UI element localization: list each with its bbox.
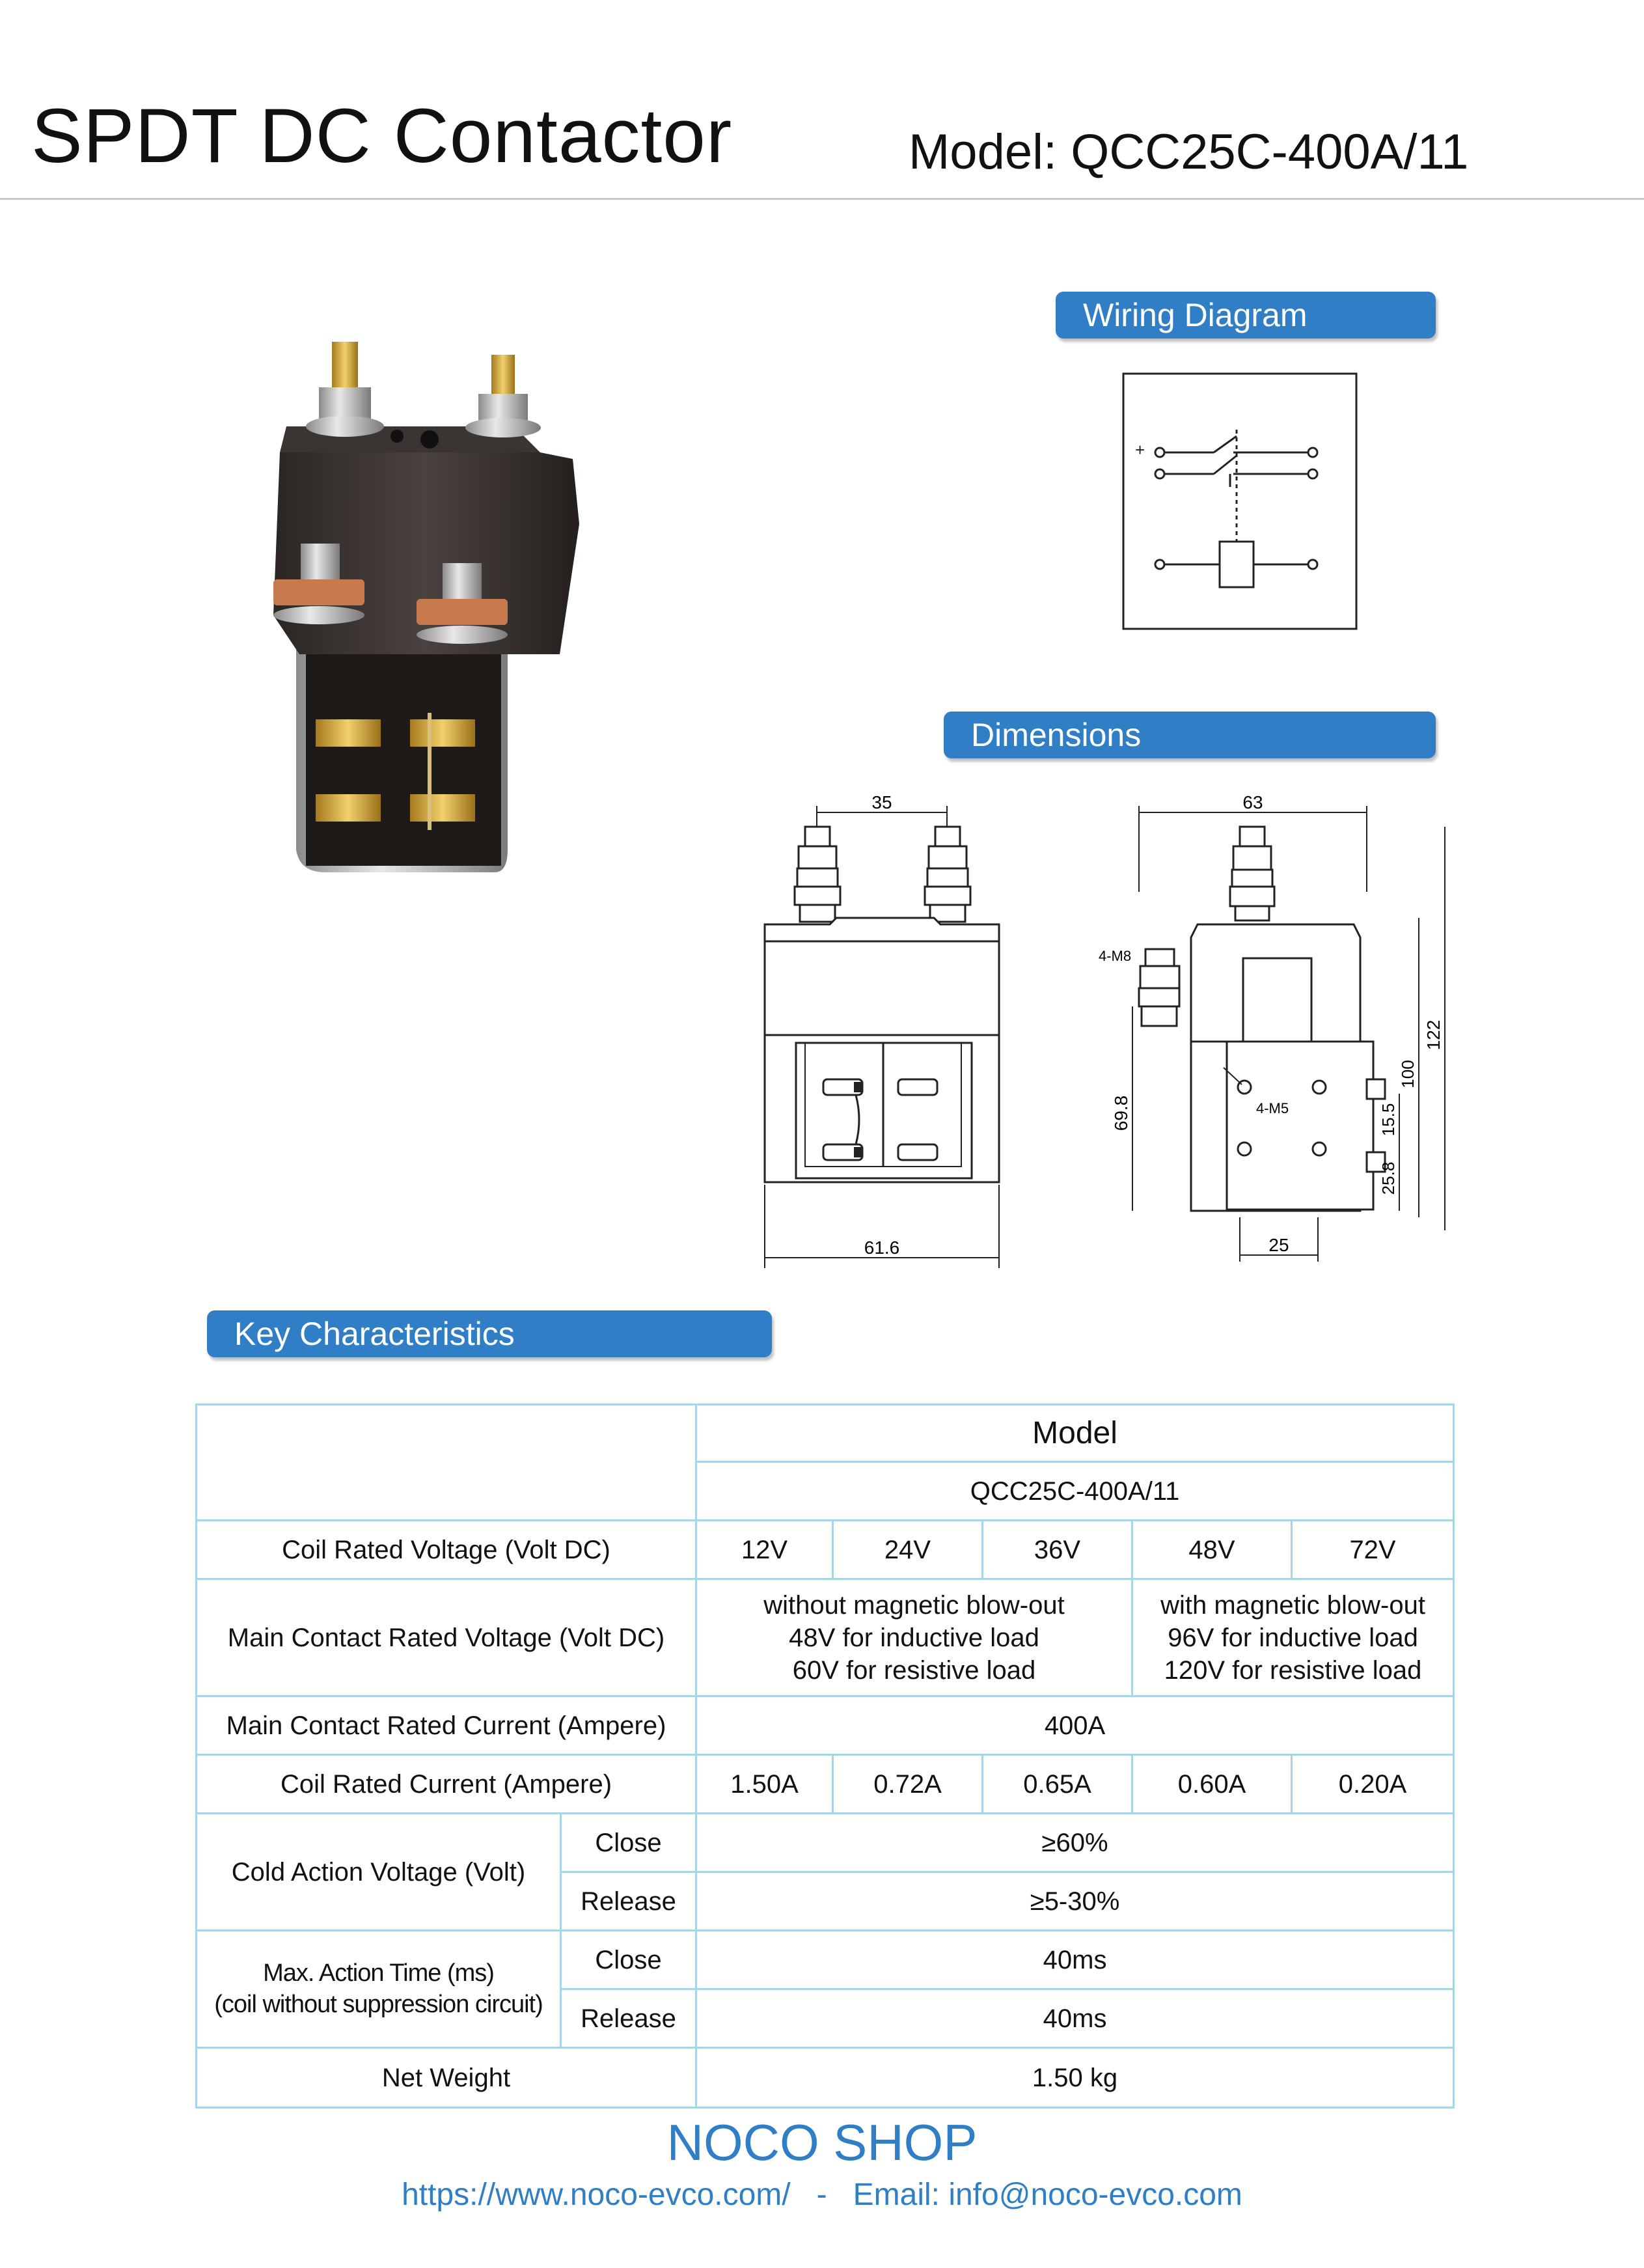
table-row	[197, 1405, 1454, 1462]
dim-front-bottom: 61.6	[864, 1238, 900, 1258]
model-heading: Model: QCC25C-400A/11	[909, 124, 1469, 180]
dimensions-side-view	[1093, 788, 1458, 1269]
wiring-diagram	[1119, 371, 1360, 631]
cold-close-value: ≥60%	[696, 1814, 1454, 1872]
coil-current-value: 0.72A	[833, 1755, 983, 1814]
coil-voltage-value: 72V	[1292, 1521, 1454, 1579]
max-release-value: 40ms	[696, 1989, 1454, 2048]
page-title: SPDT DC Contactor	[31, 93, 733, 179]
dim-side-hole: 4-M5	[1256, 1100, 1289, 1116]
dim-side-bottom: 25	[1268, 1235, 1289, 1255]
dim-side-25-8: 25.8	[1378, 1161, 1398, 1195]
coil-current-label: Coil Rated Current (Ampere)	[197, 1755, 696, 1814]
contactor-product-image	[234, 329, 599, 889]
max-close-value: 40ms	[696, 1931, 1454, 1989]
max-action-line: Max. Action Time (ms)	[263, 1959, 494, 1987]
coil-voltage-label: Coil Rated Voltage (Volt DC)	[197, 1521, 696, 1579]
main-voltage-label: Main Contact Rated Voltage (Volt DC)	[197, 1579, 696, 1696]
without-line: 48V for inductive load	[789, 1623, 1039, 1652]
dim-side-122: 122	[1423, 1019, 1444, 1051]
plus-sign: +	[1135, 440, 1145, 460]
dim-side-69-8: 69.8	[1111, 1095, 1131, 1131]
with-line: 96V for inductive load	[1168, 1623, 1418, 1652]
shop-name: NOCO SHOP	[666, 2114, 978, 2171]
dim-front-top: 35	[871, 792, 892, 812]
main-voltage-with	[1132, 1579, 1454, 1696]
cold-action-label: Cold Action Voltage (Volt)	[197, 1814, 561, 1931]
max-action-label	[197, 1931, 561, 2048]
coil-voltage-value: 48V	[1132, 1521, 1292, 1579]
coil-current-value: 1.50A	[696, 1755, 833, 1814]
without-line: without magnetic blow-out	[763, 1590, 1065, 1620]
characteristics-table	[195, 1404, 1455, 2109]
net-weight-label: Net Weight	[197, 2048, 696, 2108]
dim-side-100: 100	[1398, 1060, 1418, 1088]
table-row	[197, 2048, 1454, 2108]
with-line: with magnetic blow-out	[1160, 1590, 1425, 1620]
wiring-diagram-heading: Wiring Diagram	[1056, 292, 1436, 339]
main-current-value: 400A	[696, 1696, 1454, 1755]
table-row	[197, 1521, 1454, 1579]
dimensions-heading: Dimensions	[944, 712, 1436, 758]
cold-release-value: ≥5-30%	[696, 1872, 1454, 1931]
coil-voltage-value: 12V	[696, 1521, 833, 1579]
coil-voltage-value: 36V	[983, 1521, 1132, 1579]
main-voltage-without	[696, 1579, 1132, 1696]
table-row	[197, 1814, 1454, 1872]
coil-current-value: 0.20A	[1292, 1755, 1454, 1814]
dim-side-top: 63	[1242, 792, 1263, 812]
coil-voltage-value: 24V	[833, 1521, 983, 1579]
table-row	[197, 1579, 1454, 1696]
dim-side-15-5: 15.5	[1378, 1103, 1398, 1137]
main-current-label: Main Contact Rated Current (Ampere)	[197, 1696, 696, 1755]
table-row	[197, 1931, 1454, 1989]
table-row	[197, 1755, 1454, 1814]
net-weight-value: 1.50 kg	[696, 2048, 1454, 2108]
with-line: 120V for resistive load	[1164, 1655, 1422, 1685]
max-action-line: (coil without suppression circuit)	[214, 1990, 543, 2018]
contact-line[interactable]: https://www.noco-evco.com/ - Email: info@noco-evco.com	[402, 2178, 1242, 2212]
coil-current-value: 0.65A	[983, 1755, 1132, 1814]
max-close-label: Close	[561, 1931, 696, 1989]
max-release-label: Release	[561, 1989, 696, 2048]
cold-close-label: Close	[561, 1814, 696, 1872]
cold-release-label: Release	[561, 1872, 696, 1931]
dimensions-front-view	[758, 788, 1006, 1269]
blank-header-cell	[197, 1405, 696, 1521]
header-divider	[0, 198, 1644, 200]
coil-current-value: 0.60A	[1132, 1755, 1292, 1814]
table-row	[197, 1696, 1454, 1755]
model-label: Model	[696, 1405, 1454, 1462]
key-characteristics-heading: Key Characteristics	[207, 1310, 772, 1357]
model-value: QCC25C-400A/11	[696, 1462, 1454, 1521]
dim-side-thread: 4-M8	[1099, 948, 1132, 964]
without-line: 60V for resistive load	[792, 1655, 1036, 1685]
